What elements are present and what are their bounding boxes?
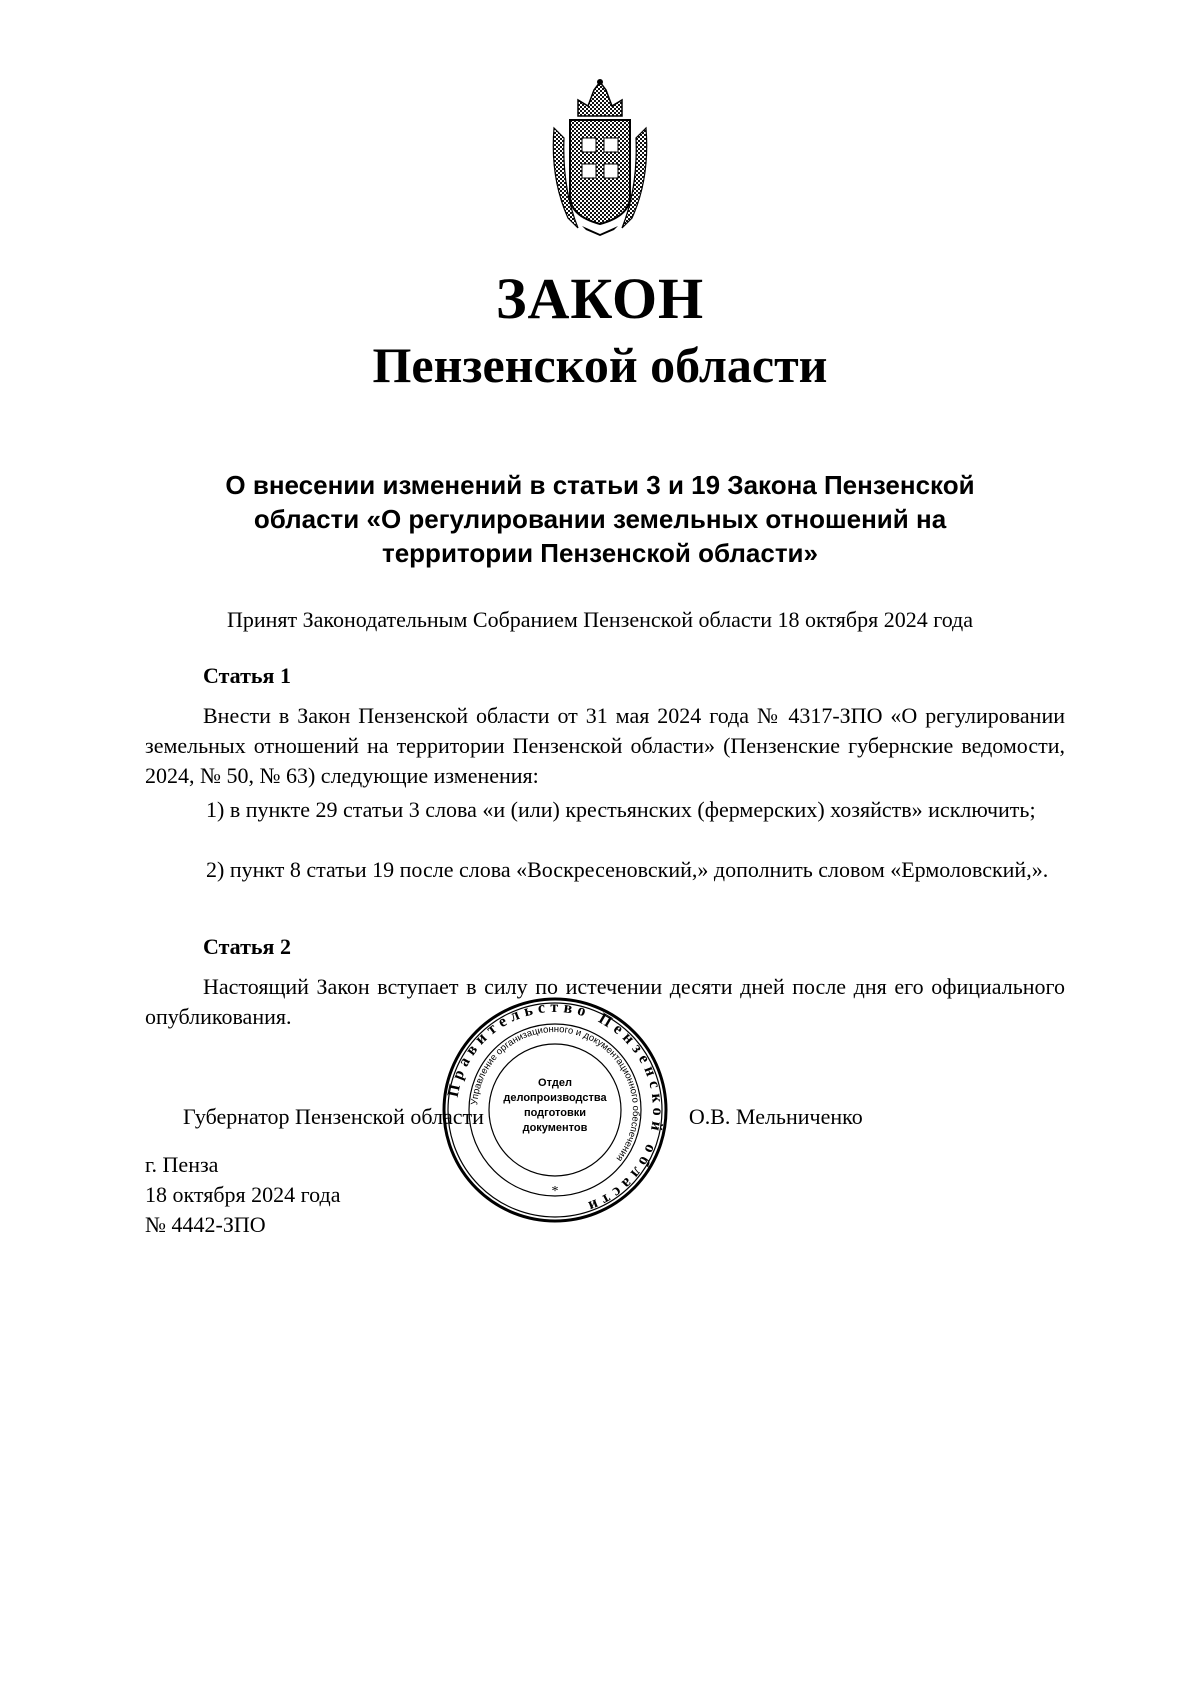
stamp-center-line: подготовки (523, 1107, 587, 1119)
coat-of-arms-icon (548, 78, 652, 236)
article-1-item-1: 1) в пункте 29 статьи 3 слова «и (или) крестьянских (фермерских) хозяйств» исключить; (206, 797, 1036, 822)
article-1-heading: Статья 1 (203, 663, 291, 688)
article-2-heading: Статья 2 (203, 934, 291, 959)
svg-text:Управление организационного и (469, 1024, 641, 1163)
law-number: № 4442-ЗПО (145, 1212, 266, 1237)
law-subject-line: О внесении изменений в статьи 3 и 19 Закона Пензенской (225, 470, 975, 500)
article-2-text: Настоящий Закон вступает в силу по истечении десяти дней после дня его официального опубликования. (145, 974, 1065, 1029)
law-subject (170, 468, 1030, 570)
stamp-center-line: делопроизводства (503, 1092, 607, 1104)
stamp-star-icon: * (551, 1184, 559, 1199)
article-1-item-2: 2) пункт 8 статьи 19 после слова «Воскресеновский,» дополнить словом «Ермоловский,». (206, 857, 1049, 882)
law-region: Пензенской области (372, 337, 828, 393)
stamp-center-line: документов (522, 1122, 588, 1134)
article-1-intro: Внести в Закон Пензенской области от 31 мая 2024 года № 4317-ЗПО «О регулировании земельных отношений на территории Пензенской области» (Пензенские губернские ведомости, 2024, № 50, № 63) следующие изменения: (145, 703, 1065, 788)
stamp-outer-text: Правительство Пензенской области (444, 998, 667, 1217)
stamp-inner-text: Управление организационного и документационного обеспечения (469, 1023, 642, 1164)
signing-details (145, 1150, 340, 1240)
signing-place: г. Пенза (145, 1152, 219, 1177)
adoption-note: Принят Законодательным Собранием Пензенской области 18 октября 2024 года (226, 607, 974, 632)
signing-date: 18 октября 2024 года (145, 1182, 341, 1207)
law-subject-line: области «О регулировании земельных отношений на (253, 504, 947, 534)
stamp-center-line: Отдел (538, 1077, 572, 1089)
signatory-name: О.В. Мельниченко (688, 1104, 863, 1129)
law-subject-line: территории Пензенской области» (381, 538, 818, 568)
law-title: ЗАКОН (495, 266, 705, 331)
signatory-position: Губернатор Пензенской области (183, 1104, 484, 1129)
signature-line (183, 1104, 863, 1130)
